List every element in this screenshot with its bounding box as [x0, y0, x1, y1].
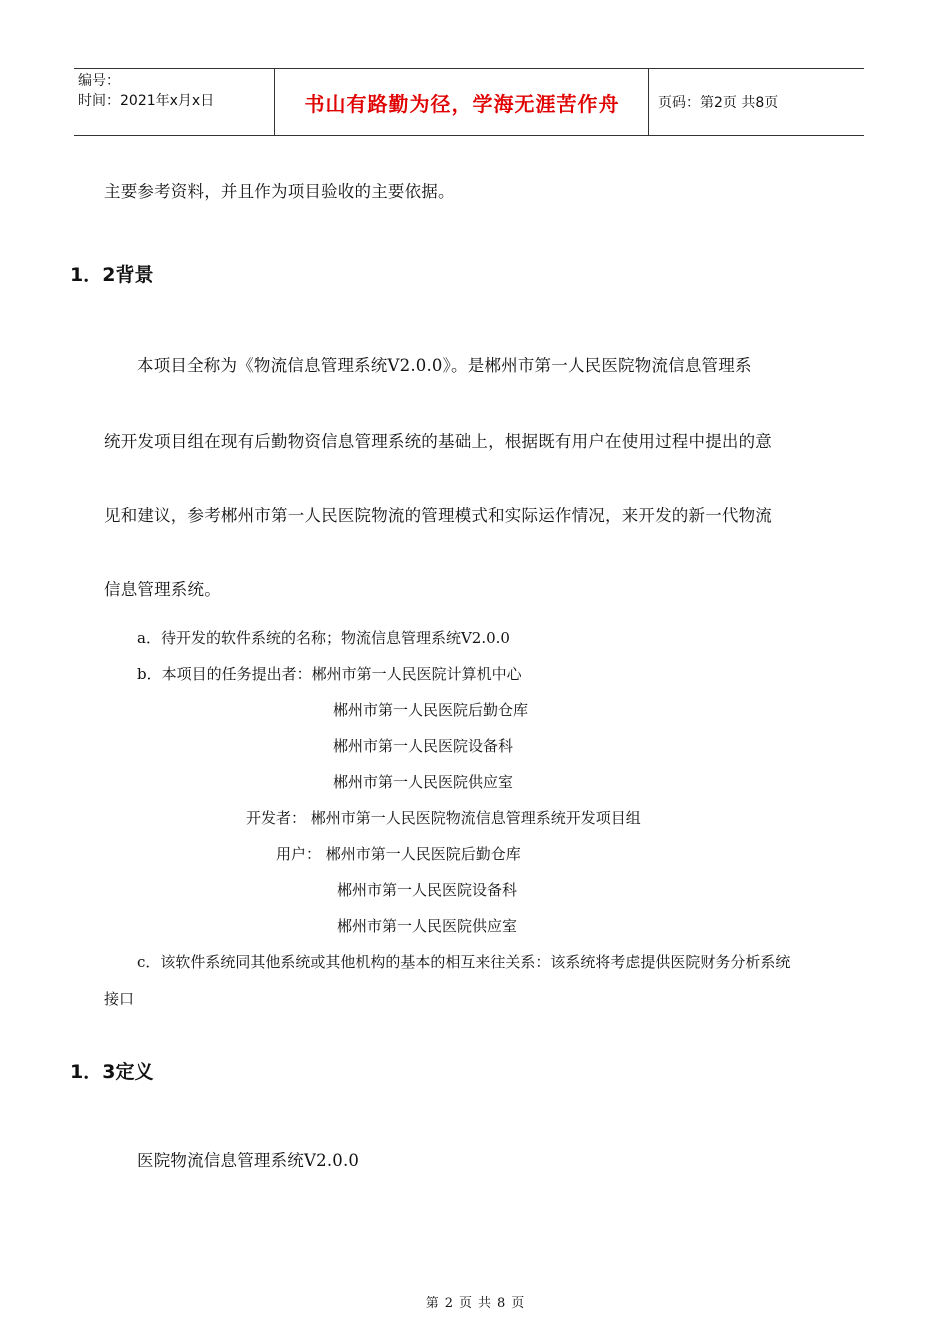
footer-text: 页 — [511, 1296, 525, 1311]
definition-text: 医院物流信息管理系统V2.0.0 — [137, 1151, 360, 1170]
header-page-code: 页码：第2页 共8页 — [658, 95, 779, 111]
section-heading-background: 1．2背景 — [70, 264, 154, 286]
header-table — [74, 68, 864, 136]
footer-text: 第 — [425, 1296, 439, 1311]
paragraph-line: 见和建议，参考郴州市第一人民医院物流的管理模式和实际运作情况，来开发的新一代物流 — [104, 506, 772, 525]
header-divider — [648, 69, 649, 135]
item-c: c．该软件系统同其他系统或其他机构的基本的相互来往关系：该系统将考虑提供医院财务分析系统 — [137, 953, 791, 971]
proposer-item: 郴州市第一人民医院设备科 — [333, 737, 514, 755]
footer-text: 共 — [478, 1296, 492, 1311]
proposer-item: 郴州市第一人民医院供应室 — [333, 773, 514, 791]
time-line: 时间：2021年x月x日 — [78, 93, 215, 109]
user-item: 郴州市第一人民医院供应室 — [337, 917, 518, 935]
paragraph-line: 信息管理系统。 — [104, 580, 221, 599]
header-divider — [274, 69, 275, 135]
paragraph-line: 统开发项目组在现有后勤物资信息管理系统的基础上，根据既有用户在使用过程中提出的意 — [104, 432, 772, 451]
proposer-item: 郴州市第一人民医院后勤仓库 — [333, 701, 529, 719]
footer-page-number: 2 — [444, 1296, 453, 1311]
paragraph-line: 本项目全称为《物流信息管理系统V2.0.0》。是郴州市第一人民医院物流信息管理系 — [137, 356, 752, 375]
item-b: b．本项目的任务提出者：郴州市第一人民医院计算机中心 — [137, 665, 522, 683]
item-a: a．待开发的软件系统的名称；物流信息管理系统V2.0.0 — [137, 629, 510, 647]
footer-text: 页 — [458, 1296, 472, 1311]
number-label: 编号： — [78, 73, 120, 89]
users-line: 用户： 郴州市第一人民医院后勤仓库 — [276, 845, 521, 863]
item-c-continued: 接口 — [104, 990, 135, 1008]
footer-total-pages: 8 — [497, 1296, 506, 1311]
user-item: 郴州市第一人民医院设备科 — [337, 881, 518, 899]
section-heading-definition: 1．3定义 — [70, 1061, 154, 1083]
developer-line: 开发者： 郴州市第一人民医院物流信息管理系统开发项目组 — [246, 809, 641, 827]
header-left-cell — [78, 71, 274, 111]
header-motto: 书山有路勤为径，学海无涯苦作舟 — [304, 91, 620, 116]
page-footer — [0, 1292, 950, 1311]
intro-line: 主要参考资料，并且作为项目验收的主要依据。 — [104, 182, 455, 201]
